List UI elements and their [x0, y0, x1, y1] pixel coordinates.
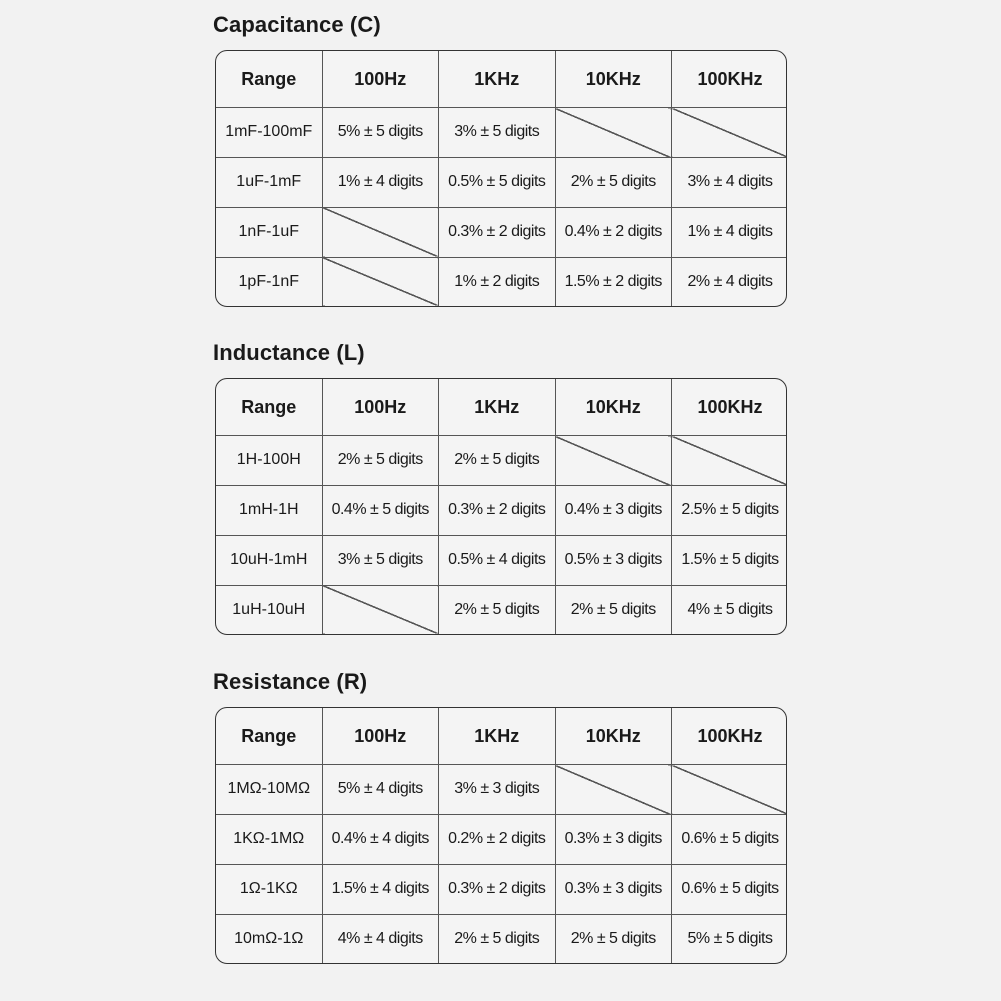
- spec-table: [216, 708, 787, 963]
- accuracy-cell: 0.4% ± 4 digits: [322, 814, 439, 864]
- spec-table: [216, 379, 787, 634]
- table-row: [216, 864, 787, 914]
- accuracy-cell: 5% ± 5 digits: [672, 914, 788, 963]
- table-row: [216, 485, 787, 535]
- range-cell: 1mF-100mF: [216, 108, 322, 158]
- column-header-frequency: 1KHz: [439, 379, 556, 436]
- not-applicable-cell: [322, 585, 439, 634]
- column-header-frequency: 100KHz: [672, 708, 788, 765]
- accuracy-cell: 0.6% ± 5 digits: [672, 864, 788, 914]
- accuracy-cell: 3% ± 4 digits: [672, 157, 788, 207]
- accuracy-cell: 0.3% ± 2 digits: [439, 485, 556, 535]
- accuracy-cell: 2% ± 5 digits: [555, 914, 672, 963]
- accuracy-cell: 0.2% ± 2 digits: [439, 814, 556, 864]
- range-cell: 1mH-1H: [216, 485, 322, 535]
- table-row: [216, 207, 787, 257]
- accuracy-cell: 2% ± 5 digits: [322, 436, 439, 486]
- range-cell: 1MΩ-10MΩ: [216, 765, 322, 815]
- table-header-row: [216, 708, 787, 765]
- accuracy-cell: 0.3% ± 3 digits: [555, 864, 672, 914]
- section-title: Inductance (L): [213, 340, 365, 365]
- table-row: [216, 257, 787, 306]
- spec-table: [216, 51, 787, 306]
- accuracy-cell: 0.4% ± 2 digits: [555, 207, 672, 257]
- accuracy-cell: 2% ± 5 digits: [439, 585, 556, 634]
- section-title: Resistance (R): [213, 669, 368, 694]
- column-header-frequency: 100KHz: [672, 51, 788, 108]
- inductance-table: [215, 378, 787, 635]
- capacitance-table: [215, 50, 787, 307]
- accuracy-cell: 0.5% ± 5 digits: [439, 157, 556, 207]
- resistance-table: [215, 707, 787, 964]
- not-applicable-cell: [555, 436, 672, 486]
- table-row: [216, 436, 787, 486]
- table-row: [216, 535, 787, 585]
- accuracy-cell: 5% ± 5 digits: [322, 108, 439, 158]
- accuracy-cell: 2% ± 5 digits: [555, 157, 672, 207]
- accuracy-cell: 5% ± 4 digits: [322, 765, 439, 815]
- accuracy-cell: 0.3% ± 2 digits: [439, 207, 556, 257]
- accuracy-cell: 0.3% ± 3 digits: [555, 814, 672, 864]
- accuracy-cell: 0.4% ± 3 digits: [555, 485, 672, 535]
- table-row: [216, 765, 787, 815]
- accuracy-cell: 4% ± 4 digits: [322, 914, 439, 963]
- accuracy-cell: 3% ± 3 digits: [439, 765, 556, 815]
- range-cell: 10uH-1mH: [216, 535, 322, 585]
- accuracy-cell: 3% ± 5 digits: [322, 535, 439, 585]
- range-cell: 10mΩ-1Ω: [216, 914, 322, 963]
- not-applicable-cell: [322, 207, 439, 257]
- range-cell: 1pF-1nF: [216, 257, 322, 306]
- column-header-frequency: 10KHz: [555, 708, 672, 765]
- not-applicable-cell: [672, 436, 788, 486]
- table-header-row: [216, 379, 787, 436]
- column-header-frequency: 100Hz: [322, 51, 439, 108]
- column-header-frequency: 1KHz: [439, 708, 556, 765]
- accuracy-cell: 2% ± 5 digits: [555, 585, 672, 634]
- range-cell: 1nF-1uF: [216, 207, 322, 257]
- table-row: [216, 157, 787, 207]
- accuracy-cell: 1% ± 2 digits: [439, 257, 556, 306]
- accuracy-cell: 4% ± 5 digits: [672, 585, 788, 634]
- range-cell: 1Ω-1KΩ: [216, 864, 322, 914]
- accuracy-cell: 1.5% ± 2 digits: [555, 257, 672, 306]
- column-header-frequency: 100Hz: [322, 708, 439, 765]
- accuracy-cell: 2.5% ± 5 digits: [672, 485, 788, 535]
- accuracy-cell: 0.5% ± 4 digits: [439, 535, 556, 585]
- range-cell: 1uF-1mF: [216, 157, 322, 207]
- accuracy-cell: 0.4% ± 5 digits: [322, 485, 439, 535]
- range-cell: 1uH-10uH: [216, 585, 322, 634]
- accuracy-cell: 2% ± 5 digits: [439, 436, 556, 486]
- accuracy-cell: 1.5% ± 5 digits: [672, 535, 788, 585]
- accuracy-cell: 0.5% ± 3 digits: [555, 535, 672, 585]
- accuracy-cell: 2% ± 5 digits: [439, 914, 556, 963]
- not-applicable-cell: [322, 257, 439, 306]
- accuracy-cell: 0.6% ± 5 digits: [672, 814, 788, 864]
- not-applicable-cell: [555, 108, 672, 158]
- not-applicable-cell: [672, 108, 788, 158]
- accuracy-cell: 1% ± 4 digits: [672, 207, 788, 257]
- range-cell: 1KΩ-1MΩ: [216, 814, 322, 864]
- column-header-frequency: 100KHz: [672, 379, 788, 436]
- section-title: Capacitance (C): [213, 12, 381, 37]
- accuracy-cell: 2% ± 4 digits: [672, 257, 788, 306]
- table-row: [216, 108, 787, 158]
- column-header-frequency: 1KHz: [439, 51, 556, 108]
- column-header-range: Range: [216, 51, 322, 108]
- table-row: [216, 585, 787, 634]
- not-applicable-cell: [555, 765, 672, 815]
- accuracy-cell: 1.5% ± 4 digits: [322, 864, 439, 914]
- column-header-range: Range: [216, 708, 322, 765]
- not-applicable-cell: [672, 765, 788, 815]
- table-header-row: [216, 51, 787, 108]
- column-header-frequency: 100Hz: [322, 379, 439, 436]
- column-header-frequency: 10KHz: [555, 379, 672, 436]
- accuracy-cell: 1% ± 4 digits: [322, 157, 439, 207]
- column-header-range: Range: [216, 379, 322, 436]
- accuracy-cell: 3% ± 5 digits: [439, 108, 556, 158]
- table-row: [216, 814, 787, 864]
- accuracy-cell: 0.3% ± 2 digits: [439, 864, 556, 914]
- column-header-frequency: 10KHz: [555, 51, 672, 108]
- range-cell: 1H-100H: [216, 436, 322, 486]
- table-row: [216, 914, 787, 963]
